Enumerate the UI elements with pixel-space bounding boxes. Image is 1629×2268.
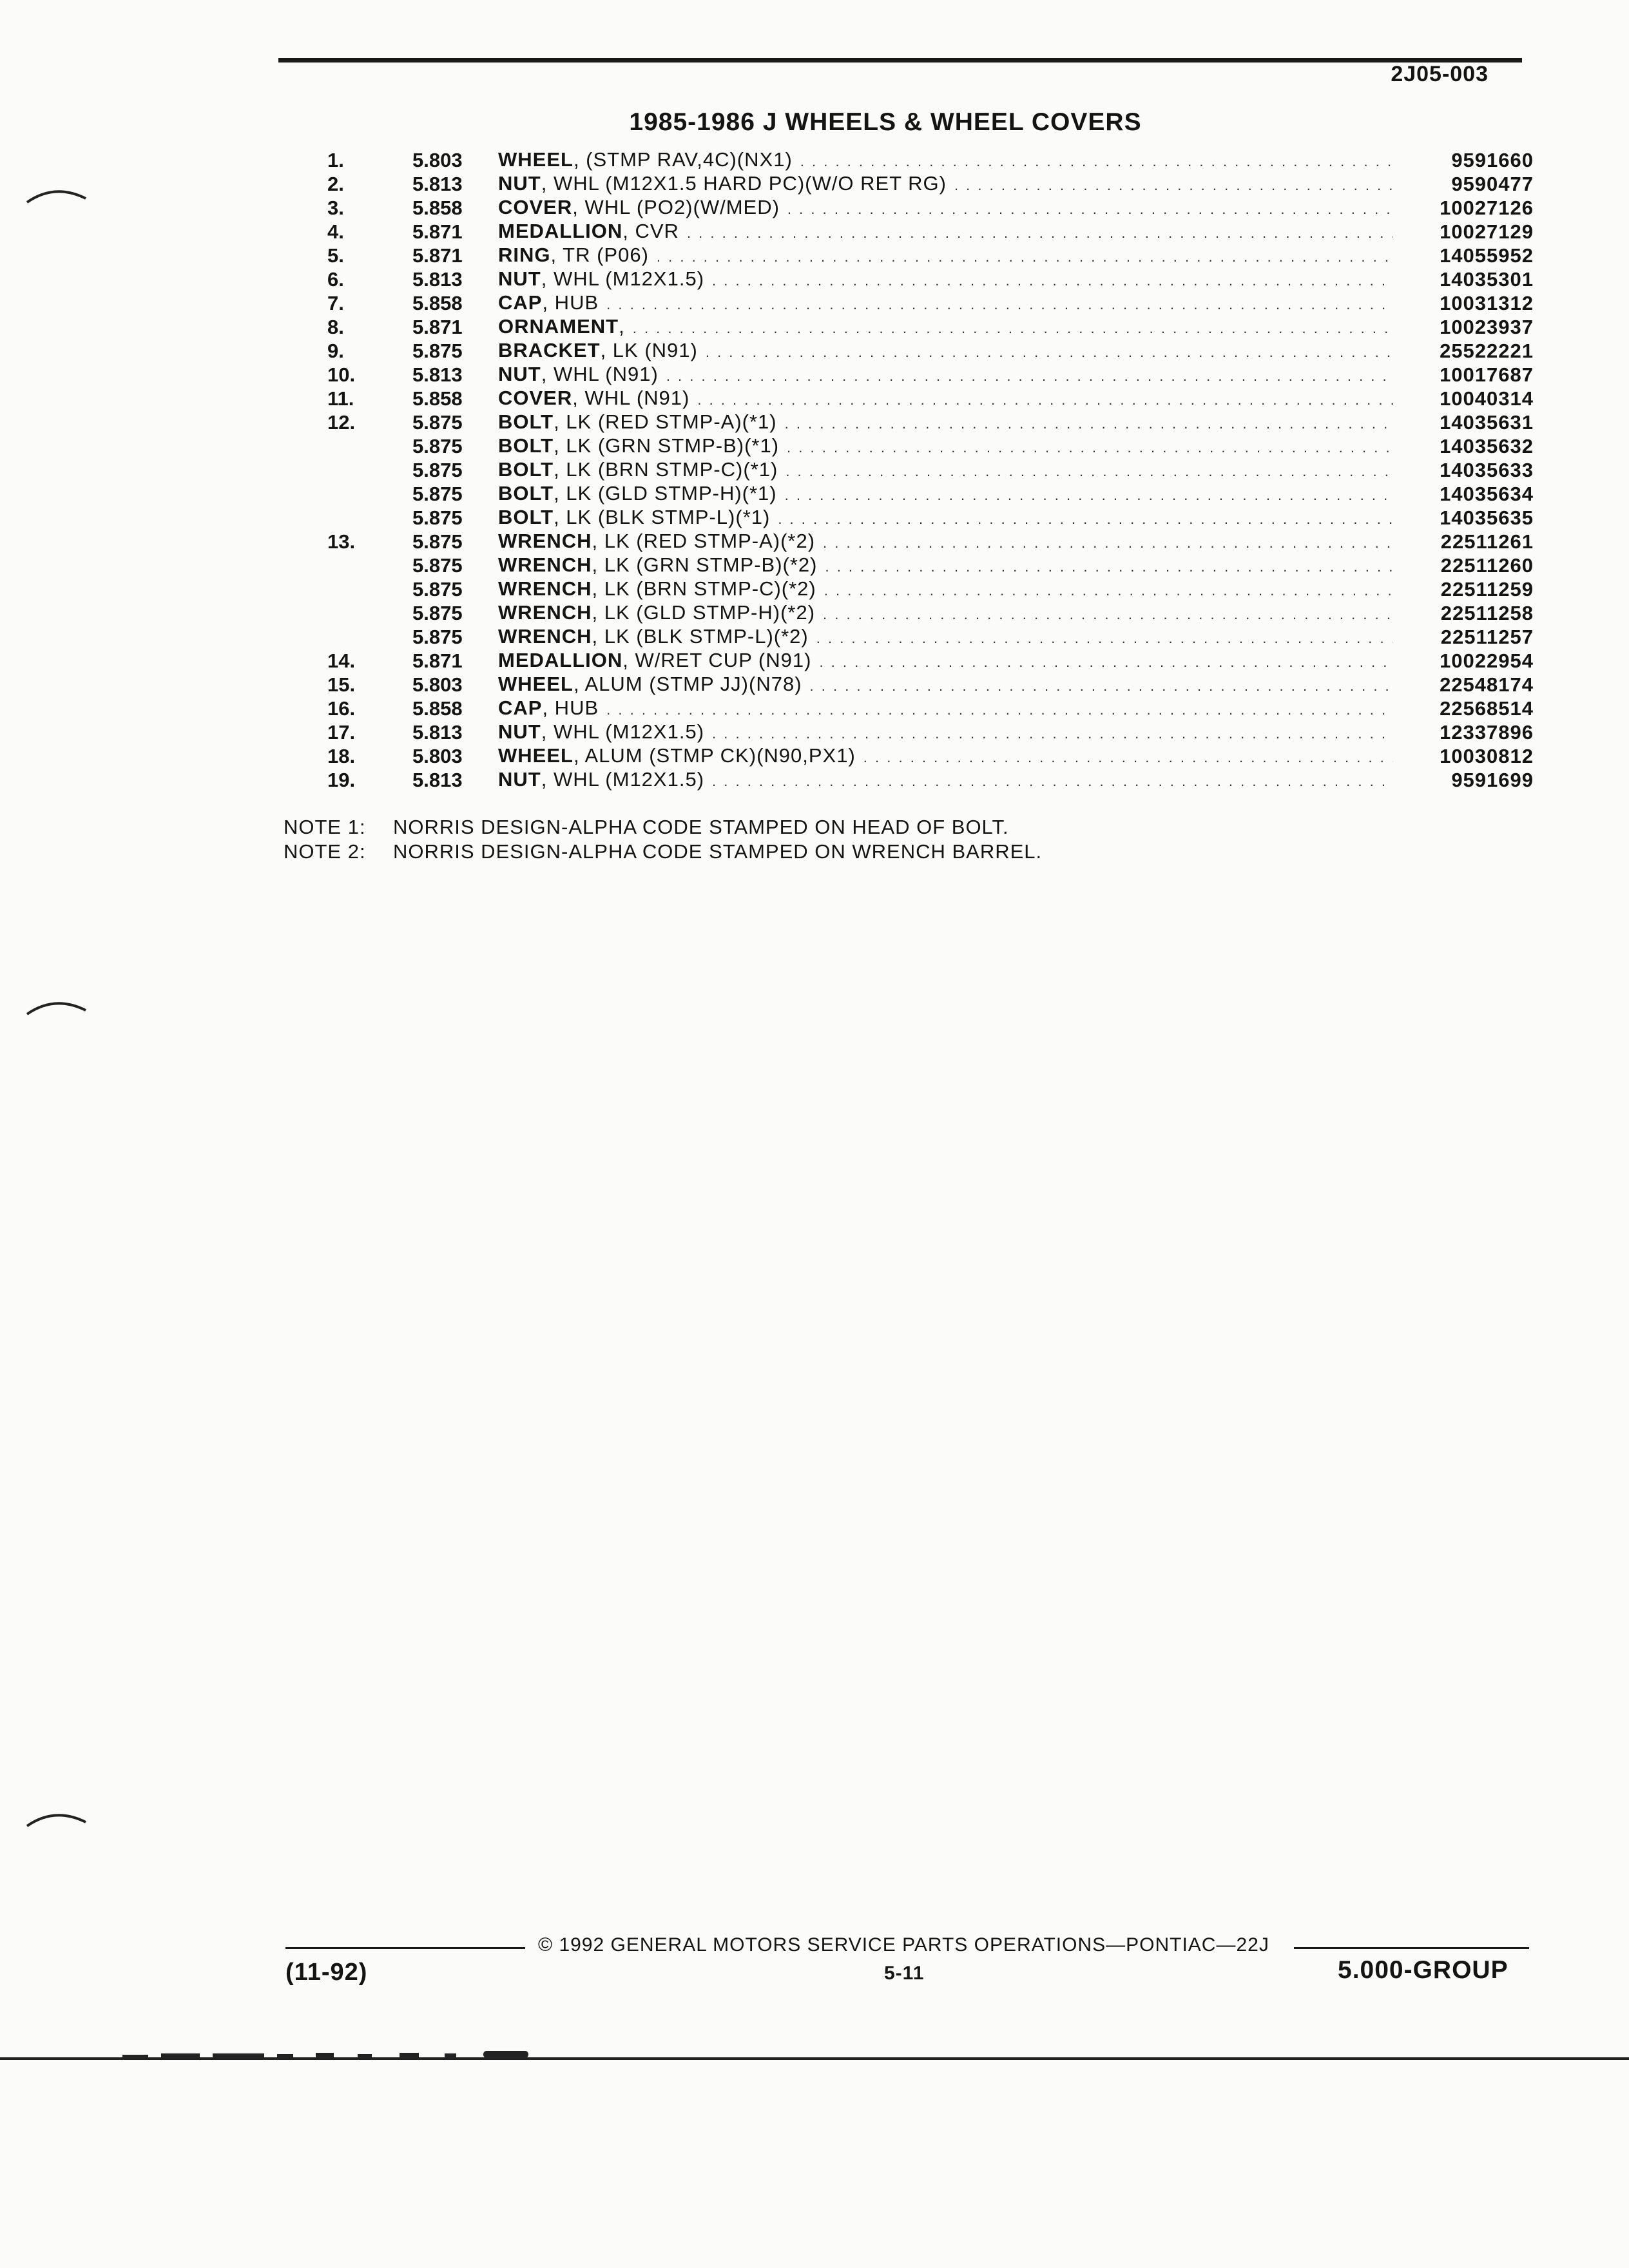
group-code: 5.875 [412,411,463,434]
group-code: 5.875 [412,459,463,481]
item-number: 8. [327,316,344,338]
part-name: BRACKET [498,338,601,361]
notes [284,815,1042,864]
part-name: COVER [498,195,573,218]
note-line [284,840,1042,864]
punch-hole-mark [26,187,87,205]
part-row [322,244,1534,267]
group-code: 5.875 [412,506,463,529]
item-number: 6. [327,268,344,291]
part-row [322,220,1534,244]
part-qualifier: , LK (N91) [600,338,698,361]
item-number: 18. [327,745,356,767]
part-number: 14035301 [1440,268,1534,291]
part-row [322,553,1534,577]
part-description [480,434,1405,459]
note-line [284,815,1042,840]
leader-dots [825,553,1393,579]
part-qualifier: , LK (BRN STMP-C)(*1) [554,457,778,481]
part-number: 10023937 [1440,316,1534,338]
part-description [480,648,1405,674]
date-code: (11-92) [285,1959,368,1986]
page-code: 2J05-003 [1391,62,1489,86]
part-row [322,577,1534,601]
footer-rule-left [285,1947,525,1949]
leader-dots [824,577,1393,602]
part-row [322,482,1534,506]
item-number: 17. [327,721,356,744]
part-row [322,267,1534,291]
group-code: 5.858 [412,197,463,219]
part-row [322,458,1534,482]
leader-dots [706,338,1393,364]
part-description [480,267,1405,293]
part-number: 14035631 [1440,411,1534,434]
part-number: 10031312 [1440,292,1534,314]
part-description [480,148,1405,173]
item-number: 9. [327,340,344,362]
group-code: 5.875 [412,340,463,362]
part-name: WRENCH [498,577,592,600]
part-qualifier: , ALUM (STMP CK)(N90,PX1) [573,744,856,767]
part-description [480,362,1405,388]
part-number: 14035634 [1440,483,1534,505]
part-name: MEDALLION [498,648,623,671]
part-qualifier: , (STMP RAV,4C)(NX1) [573,148,793,171]
part-name: NUT [498,171,541,195]
group-label: 5.000-GROUP [1338,1956,1509,1984]
part-number: 12337896 [1440,721,1534,744]
part-row [322,673,1534,697]
leader-dots [666,362,1393,388]
leader-dots [823,601,1393,626]
part-qualifier: , LK (GRN STMP-B)(*1) [554,434,780,457]
part-row [322,601,1534,625]
leader-dots [697,386,1393,412]
part-number: 22568514 [1440,697,1534,720]
part-description [480,219,1405,245]
part-number: 22511259 [1440,578,1534,601]
group-code: 5.871 [412,244,463,267]
group-code: 5.803 [412,149,463,171]
part-number: 14035632 [1440,435,1534,457]
part-name: WRENCH [498,601,592,624]
leader-dots [810,672,1393,698]
group-code: 5.813 [412,363,463,386]
part-row [322,172,1534,196]
part-number: 22548174 [1440,673,1534,696]
part-name: NUT [498,767,541,791]
leader-dots [819,648,1393,674]
leader-dots [606,291,1393,316]
footer-rule-right [1294,1947,1529,1949]
group-code: 5.803 [412,745,463,767]
part-qualifier: , CVR [622,219,679,242]
leader-dots [606,696,1393,722]
part-name: RING [498,243,551,266]
part-row [322,744,1534,768]
item-number: 3. [327,197,344,219]
part-description [480,553,1405,579]
part-description [480,744,1405,769]
part-row [322,625,1534,649]
item-number: 15. [327,673,356,696]
item-number: 12. [327,411,356,434]
group-code: 5.813 [412,268,463,291]
part-qualifier: , WHL (M12X1.5) [541,767,705,791]
leader-dots [787,195,1393,221]
part-row [322,387,1534,410]
item-number: 14. [327,649,356,672]
part-description [480,767,1405,793]
leader-dots [712,767,1393,793]
item-number: 10. [327,363,356,386]
group-code: 5.803 [412,673,463,696]
part-description [480,338,1405,364]
part-description [480,195,1405,221]
part-name: BOLT [498,434,554,457]
item-number: 11. [327,387,354,410]
note-label: NOTE 1: [284,816,366,838]
leader-dots [778,505,1393,531]
part-number: 10022954 [1440,649,1534,672]
group-code: 5.858 [412,387,463,410]
leader-dots [657,243,1393,269]
group-code: 5.858 [412,697,463,720]
page-number: 5-11 [884,1963,925,1984]
part-qualifier: , WHL (M12X1.5) [541,720,705,743]
item-number: 7. [327,292,344,314]
part-name: BOLT [498,457,554,481]
punch-hole-mark [26,1811,87,1829]
part-number: 22511261 [1440,530,1534,553]
part-qualifier: , LK (BLK STMP-L)(*1) [554,505,771,528]
part-name: WRENCH [498,624,592,648]
group-code: 5.875 [412,626,463,648]
part-number: 9591660 [1451,149,1534,171]
leader-dots [633,314,1393,340]
leader-dots [712,267,1393,293]
part-row [322,196,1534,220]
group-code: 5.875 [412,554,463,577]
part-description [480,672,1405,698]
group-code: 5.875 [412,602,463,624]
part-description [480,291,1405,316]
parts-list [322,148,1534,792]
part-qualifier: , LK (BLK STMP-L)(*2) [592,624,809,648]
part-qualifier: , WHL (PO2)(W/MED) [572,195,780,218]
group-code: 5.813 [412,721,463,744]
part-row [322,506,1534,530]
item-number: 5. [327,244,344,267]
part-description [480,171,1405,197]
part-qualifier: , WHL (M12X1.5) [541,267,705,290]
part-row [322,649,1534,673]
part-number: 10030812 [1440,745,1534,767]
leader-dots [786,457,1393,483]
part-description [480,624,1405,650]
part-number: 9591699 [1451,769,1534,791]
part-description [480,314,1405,340]
part-row [322,315,1534,339]
part-number: 22511258 [1440,602,1534,624]
part-row [322,530,1534,553]
group-code: 5.858 [412,292,463,314]
part-name: WHEEL [498,672,574,695]
part-qualifier: , TR (P06) [550,243,649,266]
part-name: NUT [498,720,541,743]
part-qualifier: , HUB [542,291,599,314]
part-description [480,386,1405,412]
punch-hole-mark [26,999,87,1017]
part-name: ORNAMENT [498,314,619,338]
part-qualifier: , LK (RED STMP-A)(*2) [592,529,816,552]
part-qualifier: , LK (GLD STMP-H)(*2) [592,601,816,624]
group-code: 5.875 [412,578,463,601]
part-row [322,768,1534,792]
leader-dots [816,624,1393,650]
group-code: 5.875 [412,483,463,505]
group-code: 5.871 [412,316,463,338]
part-name: WRENCH [498,553,592,576]
leader-dots [687,219,1393,245]
item-number: 2. [327,173,344,195]
bottom-rule [0,2057,1629,2060]
part-name: NUT [498,267,541,290]
part-number: 10027129 [1440,220,1534,243]
group-code: 5.813 [412,769,463,791]
part-row [322,410,1534,434]
part-row [322,148,1534,172]
part-number: 14055952 [1440,244,1534,267]
note-text: NORRIS DESIGN-ALPHA CODE STAMPED ON WRENCH BARREL. [393,840,1043,863]
group-code: 5.871 [412,649,463,672]
leader-dots [785,410,1393,436]
group-code: 5.813 [412,173,463,195]
part-qualifier: , LK (BRN STMP-C)(*2) [592,577,816,600]
part-number: 9590477 [1451,173,1534,195]
part-name: WHEEL [498,148,574,171]
part-number: 22511260 [1440,554,1534,577]
part-qualifier: , WHL (N91) [572,386,690,409]
part-description [480,243,1405,269]
part-row [322,697,1534,720]
part-description [480,481,1405,507]
part-qualifier: , LK (GLD STMP-H)(*1) [554,481,777,505]
item-number: 13. [327,530,356,553]
part-description [480,720,1405,745]
item-number: 16. [327,697,356,720]
part-description [480,505,1405,531]
part-number: 10017687 [1440,363,1534,386]
part-name: WHEEL [498,744,574,767]
part-description [480,601,1405,626]
part-number: 25522221 [1440,340,1534,362]
part-qualifier: , WHL (N91) [541,362,659,385]
part-name: BOLT [498,505,554,528]
part-name: WRENCH [498,529,592,552]
part-name: MEDALLION [498,219,623,242]
leader-dots [863,744,1393,769]
item-number: 19. [327,769,356,791]
part-row [322,363,1534,387]
part-name: BOLT [498,481,554,505]
top-rule [278,58,1522,62]
part-description [480,457,1405,483]
leader-dots [954,171,1393,197]
group-code: 5.875 [412,435,463,457]
leader-dots [712,720,1393,745]
part-description [480,410,1405,436]
item-number: 4. [327,220,344,243]
item-number: 1. [327,149,344,171]
part-row [322,434,1534,458]
part-qualifier: , HUB [542,696,599,719]
part-qualifier: , W/RET CUP (N91) [622,648,812,671]
part-qualifier: , WHL (M12X1.5 HARD PC)(W/O RET RG) [541,171,947,195]
part-name: COVER [498,386,573,409]
part-number: 10040314 [1440,387,1534,410]
page-title: 1985-1986 J WHEELS & WHEEL COVERS [629,108,1142,136]
part-number: 14035635 [1440,506,1534,529]
part-number: 10027126 [1440,197,1534,219]
part-name: CAP [498,291,543,314]
part-description [480,696,1405,722]
note-text: NORRIS DESIGN-ALPHA CODE STAMPED ON HEAD OF BOLT. [393,816,1009,838]
part-row [322,339,1534,363]
part-description [480,577,1405,602]
part-number: 14035633 [1440,459,1534,481]
part-description [480,529,1405,555]
leader-dots [800,148,1393,173]
group-code: 5.875 [412,530,463,553]
leader-dots [787,434,1393,459]
group-code: 5.871 [412,220,463,243]
note-label: NOTE 2: [284,840,366,863]
part-qualifier: , LK (GRN STMP-B)(*2) [592,553,818,576]
part-row [322,291,1534,315]
leader-dots [785,481,1393,507]
leader-dots [823,529,1393,555]
part-name: NUT [498,362,541,385]
part-name: CAP [498,696,543,719]
part-qualifier: , LK (RED STMP-A)(*1) [554,410,777,433]
part-qualifier: , ALUM (STMP JJ)(N78) [573,672,802,695]
copyright-text: © 1992 GENERAL MOTORS SERVICE PARTS OPERATIONS—PONTIAC—22J [538,1934,1269,1956]
part-name: BOLT [498,410,554,433]
part-number: 22511257 [1440,626,1534,648]
part-qualifier: , [619,314,625,338]
part-row [322,720,1534,744]
